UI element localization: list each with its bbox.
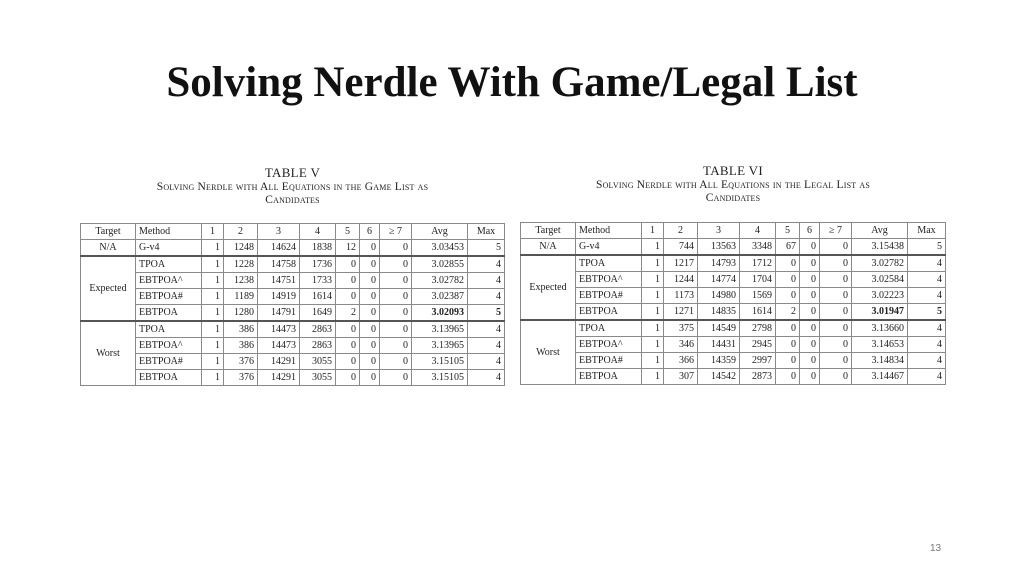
value-cell: 3348: [740, 239, 776, 255]
value-cell: 1: [642, 271, 664, 287]
value-cell: 0: [776, 320, 800, 336]
avg-cell: 3.14834: [852, 352, 908, 368]
value-cell: 1: [642, 320, 664, 336]
value-cell: 1: [202, 369, 224, 385]
table-vi-block: [520, 163, 946, 385]
avg-cell: 3.02584: [852, 271, 908, 287]
avg-cell: 3.14653: [852, 336, 908, 352]
table-row: [81, 321, 505, 337]
value-cell: 1569: [740, 287, 776, 303]
max-cell: 4: [908, 352, 946, 368]
avg-cell: 3.02223: [852, 287, 908, 303]
value-cell: 0: [800, 368, 820, 384]
value-cell: 1248: [224, 240, 258, 256]
value-cell: 0: [800, 320, 820, 336]
value-cell: 1: [202, 256, 224, 272]
method-cell: TPOA: [576, 320, 642, 336]
max-cell: 4: [908, 320, 946, 336]
method-cell: EBTPOA#: [576, 287, 642, 303]
value-cell: 1189: [224, 288, 258, 304]
value-cell: 0: [380, 272, 412, 288]
avg-cell: 3.15438: [852, 239, 908, 255]
value-cell: 0: [380, 240, 412, 256]
max-cell: 4: [468, 369, 505, 385]
table-row: [521, 320, 946, 336]
avg-cell: 3.02387: [412, 288, 468, 304]
header-row: [81, 224, 505, 240]
value-cell: 2873: [740, 368, 776, 384]
value-cell: 14791: [258, 305, 300, 321]
avg-cell: 3.13965: [412, 321, 468, 337]
value-cell: 14549: [698, 320, 740, 336]
method-cell: EBTPOA^: [576, 336, 642, 352]
value-cell: 1649: [300, 305, 336, 321]
value-cell: 1: [202, 305, 224, 321]
value-cell: 14359: [698, 352, 740, 368]
value-cell: 0: [776, 336, 800, 352]
value-cell: 0: [776, 271, 800, 287]
avg-cell-best: 3.01947: [852, 304, 908, 320]
table-row: [81, 337, 505, 353]
value-cell: 1: [202, 288, 224, 304]
value-cell: 1704: [740, 271, 776, 287]
header-avg: Avg: [852, 223, 908, 239]
value-cell: 1: [642, 336, 664, 352]
value-cell: 1: [642, 239, 664, 255]
slide-title: Solving Nerdle With Game/Legal List: [166, 59, 858, 106]
value-cell: 0: [820, 287, 852, 303]
value-cell: 0: [820, 304, 852, 320]
table-row: [521, 271, 946, 287]
results-table-vi: [520, 222, 946, 385]
value-cell: 67: [776, 239, 800, 255]
avg-cell: 3.13660: [852, 320, 908, 336]
header-row: [521, 223, 946, 239]
header-max: Max: [908, 223, 946, 239]
max-cell: 5: [468, 305, 505, 321]
avg-cell: 3.15105: [412, 369, 468, 385]
max-cell: 4: [468, 256, 505, 272]
table-row: [521, 368, 946, 384]
value-cell: 1217: [664, 255, 698, 271]
method-cell: EBTPOA#: [136, 288, 202, 304]
value-cell: 0: [360, 337, 380, 353]
header-4: 4: [740, 223, 776, 239]
value-cell: 0: [776, 368, 800, 384]
value-cell: 386: [224, 321, 258, 337]
value-cell: 0: [336, 353, 360, 369]
value-cell: 1838: [300, 240, 336, 256]
avg-cell: 3.02782: [852, 255, 908, 271]
header-target: Target: [521, 223, 576, 239]
avg-cell: 3.14467: [852, 368, 908, 384]
header-3: 3: [258, 224, 300, 240]
table-caption: [80, 165, 505, 208]
value-cell: 0: [336, 272, 360, 288]
value-cell: 14793: [698, 255, 740, 271]
table-description-line1: Solving Nerdle with All Equations in the Legal List as: [595, 178, 871, 191]
value-cell: 0: [820, 271, 852, 287]
value-cell: 1: [202, 353, 224, 369]
value-cell: 14919: [258, 288, 300, 304]
header-ge7: ≥ 7: [820, 223, 852, 239]
value-cell: 0: [380, 321, 412, 337]
header-avg: Avg: [412, 224, 468, 240]
value-cell: 14542: [698, 368, 740, 384]
value-cell: 0: [336, 369, 360, 385]
value-cell: 1173: [664, 287, 698, 303]
header-3: 3: [698, 223, 740, 239]
avg-cell-best: 3.02093: [412, 305, 468, 321]
table-description-line1: Solving Nerdle with All Equations in the Game List as: [156, 180, 429, 193]
header-2: 2: [224, 224, 258, 240]
value-cell: 14835: [698, 304, 740, 320]
max-cell: 5: [908, 304, 946, 320]
max-cell: 4: [468, 337, 505, 353]
value-cell: 376: [224, 353, 258, 369]
value-cell: 1614: [740, 304, 776, 320]
max-cell: 4: [908, 336, 946, 352]
target-cell: Worst: [521, 320, 576, 385]
target-cell: Expected: [81, 256, 136, 321]
value-cell: 14291: [258, 353, 300, 369]
value-cell: 14431: [698, 336, 740, 352]
table-caption: [520, 163, 946, 206]
value-cell: 0: [380, 256, 412, 272]
value-cell: 1: [202, 321, 224, 337]
value-cell: 2997: [740, 352, 776, 368]
header-1: 1: [202, 224, 224, 240]
table-row: [81, 288, 505, 304]
table-number: TABLE V: [264, 165, 321, 180]
value-cell: 1: [642, 287, 664, 303]
value-cell: 0: [820, 352, 852, 368]
method-cell: EBTPOA#: [136, 353, 202, 369]
max-cell: 4: [468, 288, 505, 304]
value-cell: 366: [664, 352, 698, 368]
header-2: 2: [664, 223, 698, 239]
table-row: [521, 287, 946, 303]
value-cell: 0: [800, 304, 820, 320]
method-cell: TPOA: [136, 321, 202, 337]
value-cell: 744: [664, 239, 698, 255]
value-cell: 0: [380, 353, 412, 369]
value-cell: 14291: [258, 369, 300, 385]
value-cell: 0: [776, 255, 800, 271]
value-cell: 0: [776, 287, 800, 303]
value-cell: 14758: [258, 256, 300, 272]
value-cell: 1271: [664, 304, 698, 320]
avg-cell: 3.02855: [412, 256, 468, 272]
max-cell: 4: [468, 272, 505, 288]
header-6: 6: [800, 223, 820, 239]
value-cell: 1228: [224, 256, 258, 272]
max-cell: 4: [908, 271, 946, 287]
method-cell: EBTPOA^: [136, 337, 202, 353]
header-ge7: ≥ 7: [380, 224, 412, 240]
value-cell: 375: [664, 320, 698, 336]
table-row: [521, 239, 946, 255]
max-cell: 5: [468, 240, 505, 256]
table-row: [521, 255, 946, 271]
value-cell: 12: [336, 240, 360, 256]
value-cell: 0: [336, 337, 360, 353]
value-cell: 14473: [258, 337, 300, 353]
table-row: [81, 369, 505, 385]
header-target: Target: [81, 224, 136, 240]
table-row: [521, 352, 946, 368]
value-cell: 1238: [224, 272, 258, 288]
method-cell: EBTPOA: [136, 369, 202, 385]
value-cell: 1712: [740, 255, 776, 271]
value-cell: 14624: [258, 240, 300, 256]
max-cell: 4: [468, 353, 505, 369]
table-description-line2: Candidates: [705, 192, 761, 205]
avg-cell: 3.03453: [412, 240, 468, 256]
value-cell: 0: [800, 352, 820, 368]
value-cell: 1244: [664, 271, 698, 287]
method-cell: EBTPOA: [136, 305, 202, 321]
value-cell: 1: [202, 240, 224, 256]
method-cell: EBTPOA^: [136, 272, 202, 288]
header-max: Max: [468, 224, 505, 240]
avg-cell: 3.13965: [412, 337, 468, 353]
value-cell: 0: [800, 336, 820, 352]
value-cell: 1614: [300, 288, 336, 304]
table-row: [81, 353, 505, 369]
value-cell: 0: [800, 255, 820, 271]
method-cell: EBTPOA: [576, 304, 642, 320]
table-row: [81, 305, 505, 321]
target-cell: N/A: [81, 240, 136, 256]
value-cell: 0: [820, 368, 852, 384]
max-cell: 4: [908, 255, 946, 271]
value-cell: 0: [360, 353, 380, 369]
value-cell: 1: [202, 337, 224, 353]
table-number: TABLE VI: [703, 163, 763, 178]
method-cell: EBTPOA: [576, 368, 642, 384]
value-cell: 0: [360, 288, 380, 304]
method-cell: TPOA: [576, 255, 642, 271]
method-cell: G-v4: [576, 239, 642, 255]
value-cell: 1: [642, 352, 664, 368]
page-number: 13: [930, 543, 942, 554]
value-cell: 0: [380, 369, 412, 385]
header-5: 5: [336, 224, 360, 240]
value-cell: 0: [380, 305, 412, 321]
method-cell: TPOA: [136, 256, 202, 272]
header-5: 5: [776, 223, 800, 239]
header-method: Method: [136, 224, 202, 240]
value-cell: 14980: [698, 287, 740, 303]
value-cell: 376: [224, 369, 258, 385]
results-table-v: [80, 223, 505, 386]
value-cell: 0: [360, 256, 380, 272]
header-1: 1: [642, 223, 664, 239]
value-cell: 0: [360, 321, 380, 337]
target-cell: Worst: [81, 321, 136, 386]
max-cell: 4: [908, 368, 946, 384]
table-v-block: [80, 165, 505, 386]
header-4: 4: [300, 224, 336, 240]
value-cell: 3055: [300, 353, 336, 369]
avg-cell: 3.02782: [412, 272, 468, 288]
value-cell: 386: [224, 337, 258, 353]
value-cell: 2863: [300, 337, 336, 353]
value-cell: 3055: [300, 369, 336, 385]
value-cell: 1: [202, 272, 224, 288]
value-cell: 0: [360, 272, 380, 288]
table-row: [81, 272, 505, 288]
value-cell: 1: [642, 368, 664, 384]
value-cell: 13563: [698, 239, 740, 255]
value-cell: 14774: [698, 271, 740, 287]
value-cell: 1733: [300, 272, 336, 288]
value-cell: 0: [380, 337, 412, 353]
value-cell: 14473: [258, 321, 300, 337]
table-row: [81, 256, 505, 272]
method-cell: G-v4: [136, 240, 202, 256]
value-cell: 0: [820, 336, 852, 352]
value-cell: 0: [336, 256, 360, 272]
avg-cell: 3.15105: [412, 353, 468, 369]
value-cell: 2863: [300, 321, 336, 337]
value-cell: 1280: [224, 305, 258, 321]
header-6: 6: [360, 224, 380, 240]
method-cell: EBTPOA^: [576, 271, 642, 287]
value-cell: 0: [800, 287, 820, 303]
method-cell: EBTPOA#: [576, 352, 642, 368]
value-cell: 0: [820, 320, 852, 336]
table-row: [521, 336, 946, 352]
value-cell: 0: [776, 352, 800, 368]
table-row: [521, 304, 946, 320]
value-cell: 0: [360, 305, 380, 321]
max-cell: 5: [908, 239, 946, 255]
table-row: [81, 240, 505, 256]
value-cell: 0: [820, 255, 852, 271]
value-cell: 1: [642, 255, 664, 271]
max-cell: 4: [468, 321, 505, 337]
value-cell: 2945: [740, 336, 776, 352]
value-cell: 0: [800, 239, 820, 255]
value-cell: 0: [380, 288, 412, 304]
value-cell: 0: [336, 321, 360, 337]
value-cell: 0: [360, 369, 380, 385]
target-cell: N/A: [521, 239, 576, 255]
target-cell: Expected: [521, 255, 576, 320]
header-method: Method: [576, 223, 642, 239]
table-description-line2: Candidates: [265, 194, 320, 207]
value-cell: 0: [820, 239, 852, 255]
value-cell: 0: [360, 240, 380, 256]
value-cell: 2798: [740, 320, 776, 336]
value-cell: 2: [776, 304, 800, 320]
max-cell: 4: [908, 287, 946, 303]
value-cell: 14751: [258, 272, 300, 288]
value-cell: 0: [800, 271, 820, 287]
value-cell: 307: [664, 368, 698, 384]
value-cell: 346: [664, 336, 698, 352]
value-cell: 0: [336, 288, 360, 304]
value-cell: 1: [642, 304, 664, 320]
value-cell: 1736: [300, 256, 336, 272]
value-cell: 2: [336, 305, 360, 321]
